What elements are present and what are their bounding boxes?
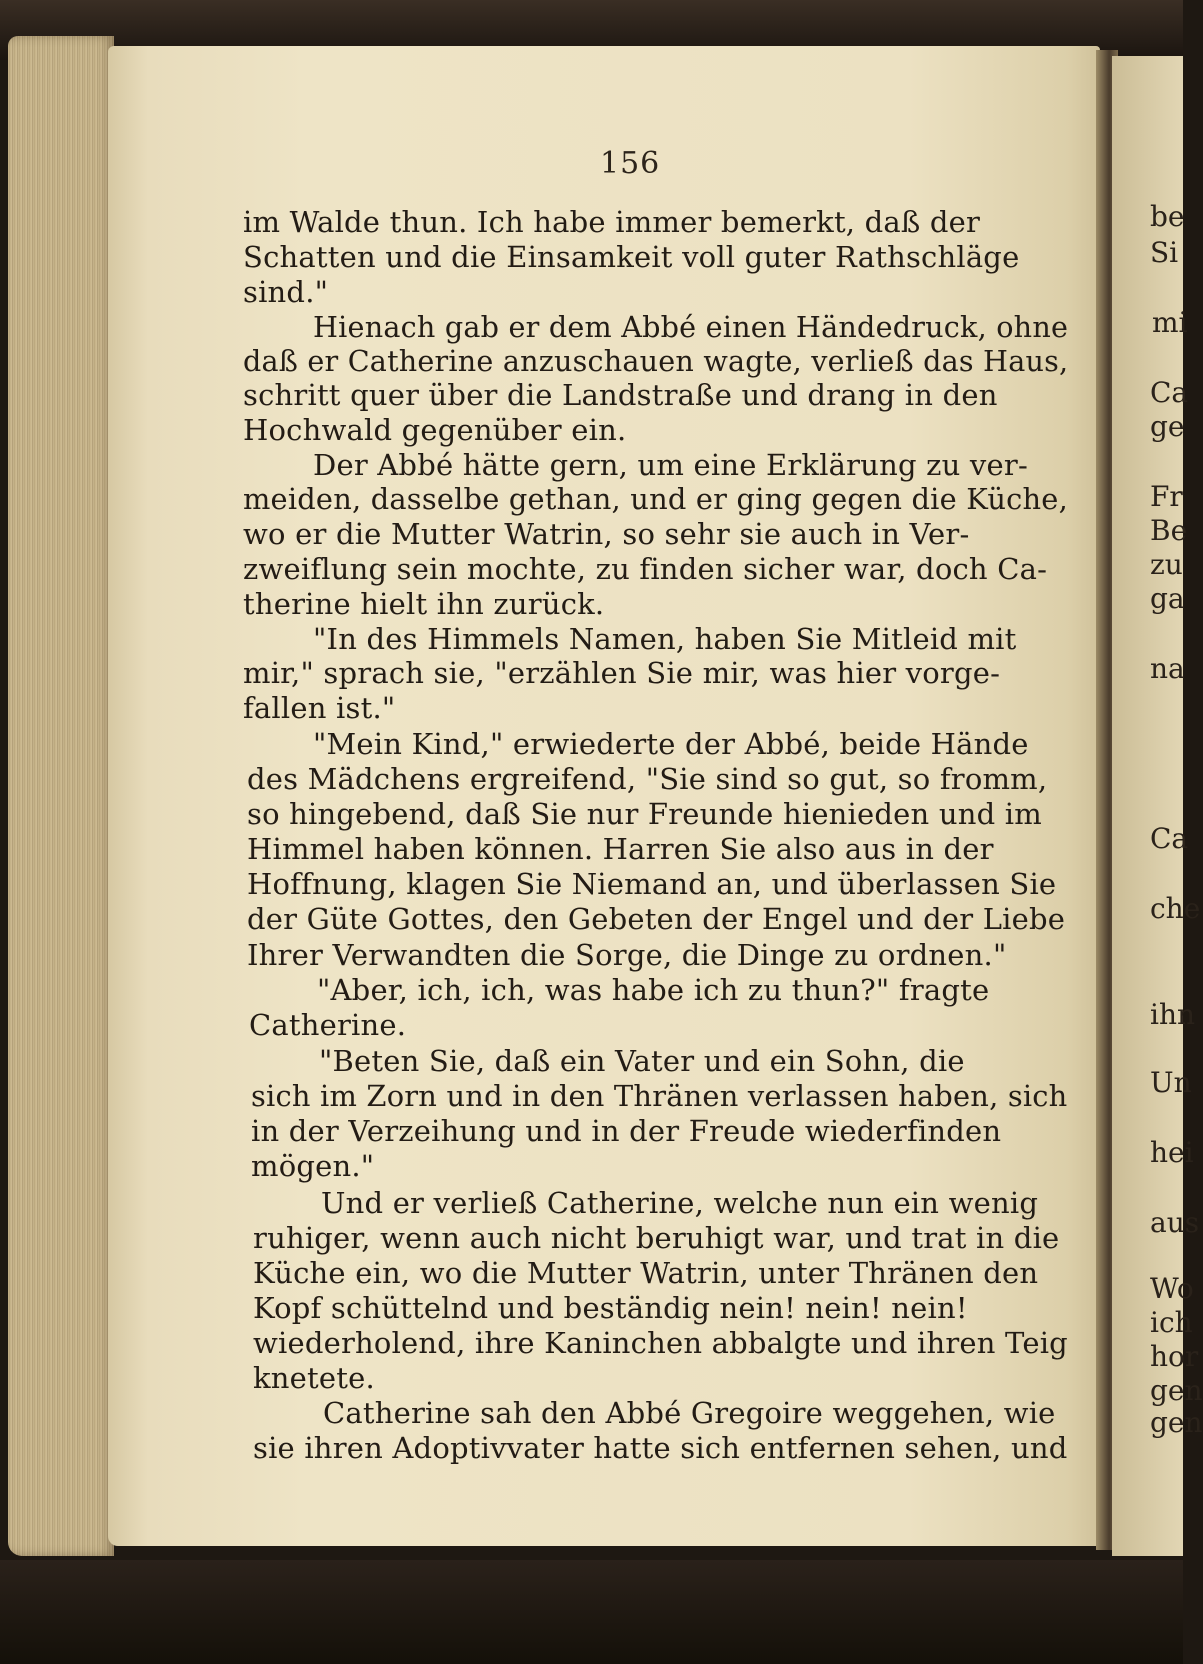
next-page-fragment: Wo (1150, 1272, 1194, 1305)
text-line: Und er verließ Catherine, welche nun ein wenig (321, 1186, 1039, 1220)
text-line: Der Abbé hätte gern, um eine Erklärung zu ver- (313, 448, 1028, 482)
text-line: "Aber, ich, ich, was habe ich zu thun?" fragte (317, 973, 990, 1007)
next-page-fragment: ge (1150, 410, 1185, 443)
text-line: wo er die Mutter Watrin, so sehr sie auch in Ver- (243, 517, 970, 551)
next-page-fragment: gen (1150, 1374, 1203, 1407)
text-line: Catherine sah den Abbé Gregoire weggehen, wie (323, 1396, 1056, 1430)
next-page-fragment: Si (1150, 236, 1179, 269)
next-page-fragment: Be (1150, 514, 1188, 547)
text-line: fallen ist." (243, 691, 396, 725)
next-page-fragment: zu (1150, 548, 1183, 581)
next-page-fragment: be (1150, 200, 1185, 233)
text-line: Küche ein, wo die Mutter Watrin, unter Thränen den (253, 1256, 1039, 1290)
text-line: Kopf schüttelnd und beständig nein! nein! nein! (253, 1291, 968, 1325)
next-page-fragment: ihn (1150, 998, 1196, 1031)
next-page-fragment: aus (1150, 1206, 1200, 1239)
text-line: sich im Zorn und in den Thränen verlassen haben, sich (251, 1079, 1068, 1113)
text-line: Catherine. (249, 1008, 407, 1042)
text-line: des Mädchens ergreifend, "Sie sind so gut, so fromm, (247, 762, 1048, 796)
text-line: Ihrer Verwandten die Sorge, die Dinge zu ordnen." (247, 938, 1007, 972)
text-line: knetete. (253, 1361, 375, 1395)
next-page-fragment: mi (1152, 306, 1188, 339)
text-line: wiederholend, ihre Kaninchen abbalgte und ihren Teig (253, 1326, 1068, 1360)
next-page-fragment: Ca (1150, 376, 1189, 409)
text-line: sind." (243, 275, 329, 309)
page-number: 156 (600, 146, 661, 181)
text-line: "Mein Kind," erwiederte der Abbé, beide Hände (313, 727, 1029, 761)
text-line: in der Verzeihung und in der Freude wiederfinden (251, 1114, 1002, 1148)
text-line: "Beten Sie, daß ein Vater und ein Sohn, die (319, 1044, 965, 1078)
text-line: meiden, dasselbe gethan, und er ging gegen die Küche, (243, 482, 1068, 516)
next-page-fragment: hei (1150, 1136, 1194, 1169)
next-page-fragment: Ca (1150, 822, 1189, 855)
text-line: der Güte Gottes, den Gebeten der Engel und der Liebe (247, 902, 1066, 936)
text-line: zweiflung sein mochte, zu finden sicher war, doch Ca- (243, 552, 1048, 586)
text-line: mir," sprach sie, "erzählen Sie mir, was hier vorge- (243, 656, 1001, 690)
next-page-fragment: na (1150, 652, 1185, 685)
text-line: schritt quer über die Landstraße und drang in den (243, 378, 998, 412)
next-page-fragment: ga (1150, 582, 1185, 615)
next-page-fragment: ich (1150, 1306, 1193, 1339)
text-line: Hienach gab er dem Abbé einen Händedruck, ohne (313, 310, 1069, 344)
text-line: Hochwald gegenüber ein. (243, 413, 627, 447)
text-line: ruhiger, wenn auch nicht beruhigt war, und trat in die (253, 1221, 1060, 1255)
next-page-fragment: hor (1150, 1340, 1199, 1373)
next-page-fragment: Fr (1150, 480, 1183, 513)
text-line: Schatten und die Einsamkeit voll guter Rathschläge (243, 240, 1020, 274)
text-line: sie ihren Adoptivvater hatte sich entfernen sehen, und (253, 1431, 1068, 1465)
text-line: so hingebend, daß Sie nur Freunde hienieden und im (247, 797, 1042, 831)
text-line: mögen." (251, 1149, 375, 1183)
next-page-fragment: Un (1150, 1066, 1192, 1099)
text-line: im Walde thun. Ich habe immer bemerkt, daß der (243, 205, 981, 239)
next-page-fragment: gen (1150, 1406, 1203, 1439)
text-line: therine hielt ihn zurück. (243, 587, 605, 621)
text-line: "In des Himmels Namen, haben Sie Mitleid mit (313, 622, 1017, 656)
text-line: Himmel haben können. Harren Sie also aus in der (247, 832, 994, 866)
text-line: Hoffnung, klagen Sie Niemand an, und überlassen Sie (247, 867, 1057, 901)
next-page-fragment: che (1150, 892, 1201, 925)
text-line: daß er Catherine anzuschauen wagte, verließ das Haus, (243, 344, 1069, 378)
